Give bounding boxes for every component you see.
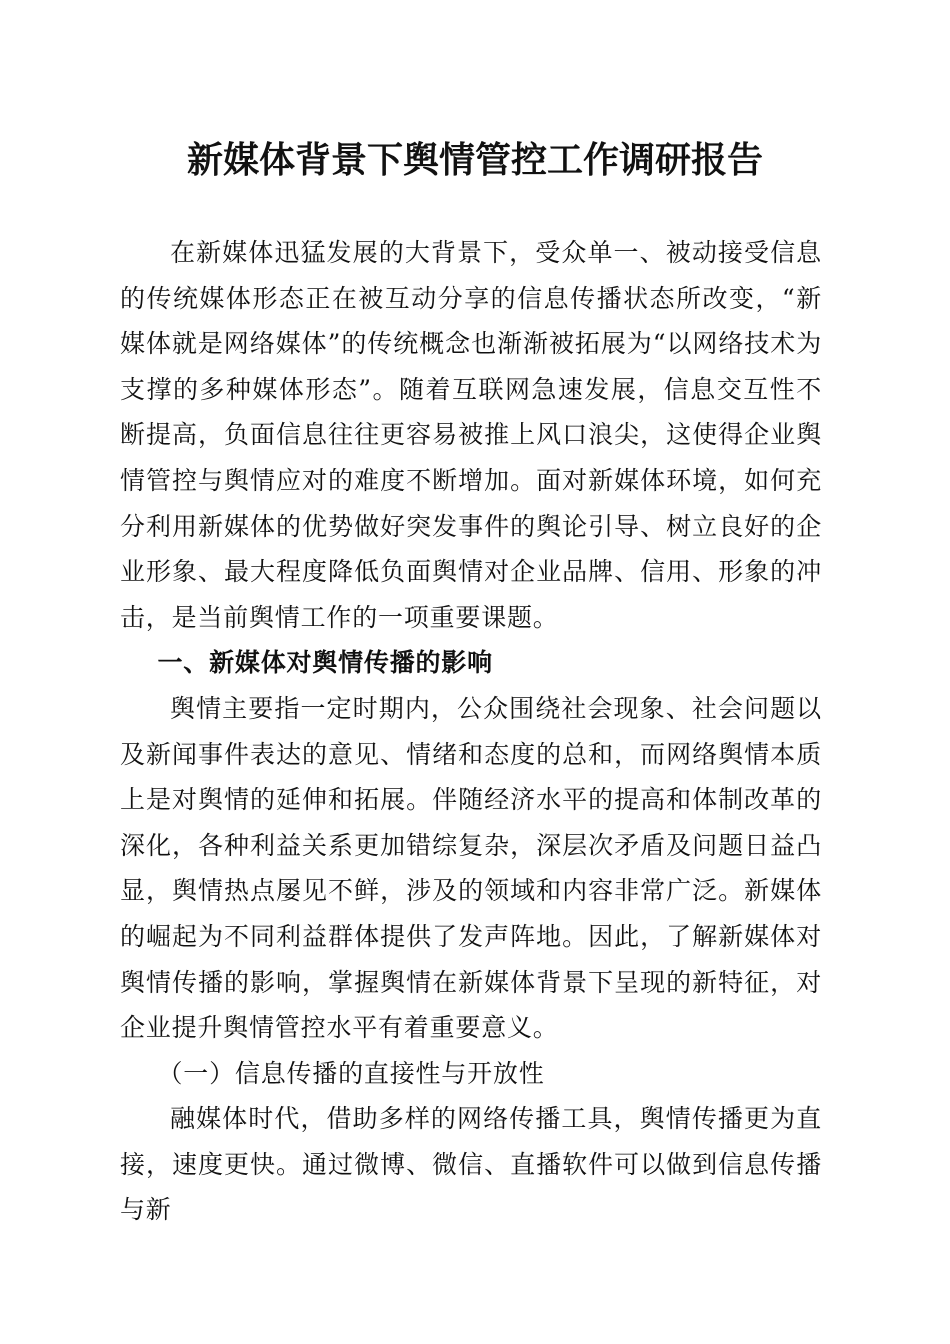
intro-paragraph: 在新媒体迅猛发展的大背景下，受众单一、被动接受信息的传统媒体形态正在被互动分享的信息传播状态所改变，“新媒体就是网络媒体”的传统概念也渐渐被拓展为“以网络技术为支撑的多种媒体形态”。随着互联网急速发展，信息交互性不断提高，负面信息往往更容易被推上风口浪尖，这使得企业舆情管控与舆情应对的难度不断增加。面对新媒体环境，如何充分利用新媒体的优势做好突发事件的舆论引导、树立良好的企业形象、最大程度降低负面舆情对企业品牌、信用、形象的冲击，是当前舆情工作的一项重要课题。: [120, 238, 822, 632]
subsection-heading: （一）信息传播的直接性与开放性: [157, 1058, 545, 1088]
document-body: [120, 230, 822, 1233]
subsection-paragraph: 融媒体时代，借助多样的网络传播工具，舆情传播更为直接，速度更快。通过微博、微信、直播软件可以做到信息传播与新: [120, 1104, 822, 1225]
section-heading: 一、新媒体对舆情传播的影响: [157, 648, 493, 678]
section-paragraph: 舆情主要指一定时期内，公众围绕社会现象、社会问题以及新闻事件表达的意见、情绪和态度的总和，而网络舆情本质上是对舆情的延伸和拓展。伴随经济水平的提高和体制改革的深化，各种利益关系更加错综复杂，深层次矛盾及问题日益凸显，舆情热点屡见不鲜，涉及的领域和内容非常广泛。新媒体的崛起为不同利益群体提供了发声阵地。因此，了解新媒体对舆情传播的影响，掌握舆情在新媒体背景下呈现的新特征，对企业提升舆情管控水平有着重要意义。: [120, 693, 822, 1043]
document-title: 新媒体背景下舆情管控工作调研报告: [186, 139, 763, 181]
